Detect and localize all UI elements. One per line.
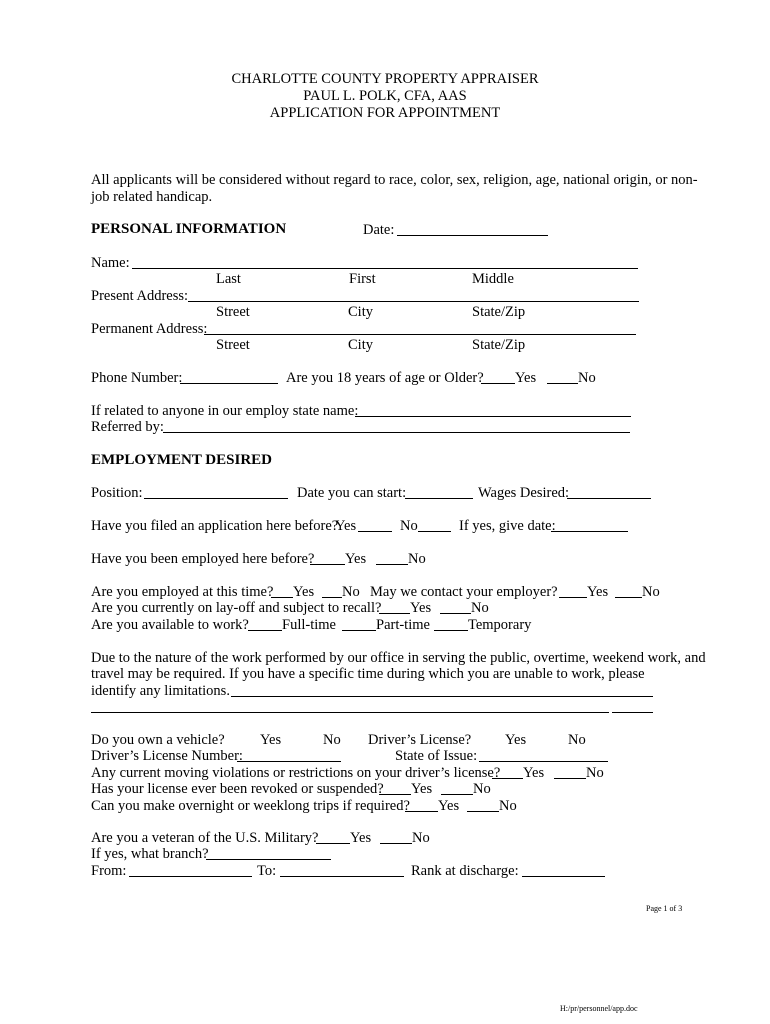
from-label: From:	[91, 863, 127, 879]
violations-question: Any current moving violations or restrictions on your driver’s license?	[91, 765, 501, 781]
employed-before-yes-blank[interactable]	[310, 564, 345, 565]
layoff-no-blank[interactable]	[440, 613, 471, 614]
trips-yes-blank[interactable]	[405, 811, 438, 812]
revoked-yes-label: Yes	[411, 781, 433, 797]
header-line-1: CHARLOTTE COUNTY PROPERTY APPRAISER	[231, 71, 539, 87]
header-line-3: APPLICATION FOR APPOINTMENT	[269, 105, 501, 121]
referred-field[interactable]	[163, 432, 630, 433]
trips-yes-label: Yes	[438, 798, 460, 814]
revoked-no-blank[interactable]	[441, 794, 473, 795]
page-number: Page 1 of 3	[646, 904, 683, 913]
revoked-yes-blank[interactable]	[379, 794, 411, 795]
revoked-question: Has your license ever been revoked or suspended?	[91, 781, 384, 797]
layoff-question: Are you currently on lay-off and subject to recall?	[91, 600, 382, 616]
veteran-yes-label: Yes	[350, 830, 372, 846]
to-field[interactable]	[280, 876, 404, 877]
nature-line-1: Due to the nature of the work performed by our office in serving the public, overtime, weekend work, and	[91, 650, 706, 666]
start-field[interactable]	[405, 498, 473, 499]
nature-line-2: travel may be required. If you have a specific time during which you are unable to work, please	[91, 666, 645, 682]
vehicle-no[interactable]: No	[323, 732, 341, 748]
nature-line-3: identify any limitations.	[91, 683, 230, 699]
available-question: Are you available to work?	[91, 617, 249, 633]
contact-yes-label: Yes	[587, 584, 609, 600]
fulltime-label: Full-time	[282, 617, 336, 633]
branch-field[interactable]	[206, 859, 331, 860]
veteran-no-blank[interactable]	[380, 843, 412, 844]
revoked-no-label: No	[473, 781, 491, 797]
present-address-field[interactable]	[188, 301, 639, 302]
license-number-label: Driver’s License Number:	[91, 748, 243, 764]
violations-yes-blank[interactable]	[492, 778, 523, 779]
file-path: H:/pr/personnel/app.doc	[560, 1004, 638, 1013]
layoff-yes-label: Yes	[410, 600, 432, 616]
name-sub-last: Last	[216, 271, 241, 287]
filed-yes-label: Yes	[335, 518, 357, 534]
permanent-address-field[interactable]	[204, 334, 636, 335]
contact-no-blank[interactable]	[615, 597, 642, 598]
permanent-address-label: Permanent Address:	[91, 321, 208, 337]
employed-now-no-label: No	[342, 584, 360, 600]
filed-no-blank[interactable]	[418, 531, 451, 532]
present-sub-city: City	[348, 304, 373, 320]
filed-date-field[interactable]	[551, 531, 628, 532]
trips-no-blank[interactable]	[467, 811, 499, 812]
violations-no-blank[interactable]	[554, 778, 586, 779]
employed-before-no-label: No	[408, 551, 426, 567]
related-field[interactable]	[355, 416, 631, 417]
present-sub-statezip: State/Zip	[472, 304, 526, 320]
limitations-field[interactable]	[231, 696, 653, 697]
date-label: Date:	[363, 222, 395, 238]
age-yes-blank[interactable]	[481, 383, 515, 384]
veteran-question: Are you a veteran of the U.S. Military?	[91, 830, 319, 846]
vehicle-question: Do you own a vehicle?	[91, 732, 225, 748]
name-label: Name:	[91, 255, 130, 271]
to-label: To:	[257, 863, 277, 879]
referred-label: Referred by:	[91, 419, 164, 435]
state-issue-label: State of Issue:	[395, 748, 478, 764]
license-number-field[interactable]	[237, 761, 341, 762]
related-label: If related to anyone in our employ state name:	[91, 403, 359, 419]
present-sub-street: Street	[216, 304, 250, 320]
wages-field[interactable]	[567, 498, 651, 499]
fulltime-blank[interactable]	[248, 630, 282, 631]
filed-no-label: No	[400, 518, 418, 534]
trips-question: Can you make overnight or weeklong trips if required?	[91, 798, 410, 814]
employed-now-yes-label: Yes	[293, 584, 315, 600]
age-question: Are you 18 years of age or Older?	[286, 370, 484, 386]
license-question: Driver’s License?	[368, 732, 472, 748]
filed-date-label: If yes, give date:	[459, 518, 556, 534]
contact-no-label: No	[642, 584, 660, 600]
header-line-2: PAUL L. POLK, CFA, AAS	[303, 88, 467, 104]
veteran-yes-blank[interactable]	[316, 843, 350, 844]
employed-before-no-blank[interactable]	[376, 564, 408, 565]
permanent-sub-city: City	[348, 337, 373, 353]
name-sub-first: First	[349, 271, 376, 287]
contact-yes-blank[interactable]	[559, 597, 587, 598]
veteran-no-label: No	[412, 830, 430, 846]
personal-heading: PERSONAL INFORMATION	[91, 221, 287, 237]
rank-label: Rank at discharge:	[411, 863, 519, 879]
name-field[interactable]	[132, 268, 638, 269]
employed-now-yes-blank[interactable]	[271, 597, 293, 598]
wages-label: Wages Desired:	[478, 485, 570, 501]
filed-yes-blank[interactable]	[358, 531, 392, 532]
employment-heading: EMPLOYMENT DESIRED	[91, 452, 272, 468]
temporary-blank[interactable]	[434, 630, 468, 631]
date-field[interactable]	[397, 235, 548, 236]
vehicle-yes[interactable]: Yes	[260, 732, 282, 748]
violations-no-label: No	[586, 765, 604, 781]
phone-label: Phone Number:	[91, 370, 183, 386]
employed-now-no-blank[interactable]	[322, 597, 342, 598]
name-sub-middle: Middle	[472, 271, 514, 287]
temporary-label: Temporary	[468, 617, 532, 633]
employed-before-yes-label: Yes	[345, 551, 367, 567]
layoff-no-label: No	[471, 600, 489, 616]
employed-now-question: Are you employed at this time?	[91, 584, 274, 600]
limitations-field-line-2b[interactable]	[612, 712, 653, 713]
start-label: Date you can start:	[297, 485, 407, 501]
license-yes[interactable]: Yes	[505, 732, 527, 748]
age-no-label: No	[578, 370, 596, 386]
layoff-yes-blank[interactable]	[379, 613, 410, 614]
phone-field[interactable]	[180, 383, 278, 384]
age-no-blank[interactable]	[547, 383, 578, 384]
position-label: Position:	[91, 485, 143, 501]
rank-field[interactable]	[522, 876, 605, 877]
intro-line-1: All applicants will be considered without regard to race, color, sex, religion, age, national origin, or non-	[91, 172, 698, 188]
present-address-label: Present Address:	[91, 288, 189, 304]
contact-question: May we contact your employer?	[370, 584, 558, 600]
age-yes-label: Yes	[515, 370, 537, 386]
license-no[interactable]: No	[568, 732, 586, 748]
intro-line-2: job related handicap.	[91, 189, 213, 205]
from-field[interactable]	[129, 876, 252, 877]
violations-yes-label: Yes	[523, 765, 545, 781]
limitations-field-line-2a[interactable]	[91, 712, 609, 713]
position-field[interactable]	[144, 498, 288, 499]
trips-no-label: No	[499, 798, 517, 814]
employed-before-question: Have you been employed here before?	[91, 551, 315, 567]
filed-question: Have you filed an application here before?	[91, 518, 339, 534]
branch-label: If yes, what branch?	[91, 846, 209, 862]
state-issue-field[interactable]	[479, 761, 608, 762]
permanent-sub-street: Street	[216, 337, 250, 353]
parttime-label: Part-time	[376, 617, 430, 633]
permanent-sub-statezip: State/Zip	[472, 337, 526, 353]
parttime-blank[interactable]	[342, 630, 376, 631]
